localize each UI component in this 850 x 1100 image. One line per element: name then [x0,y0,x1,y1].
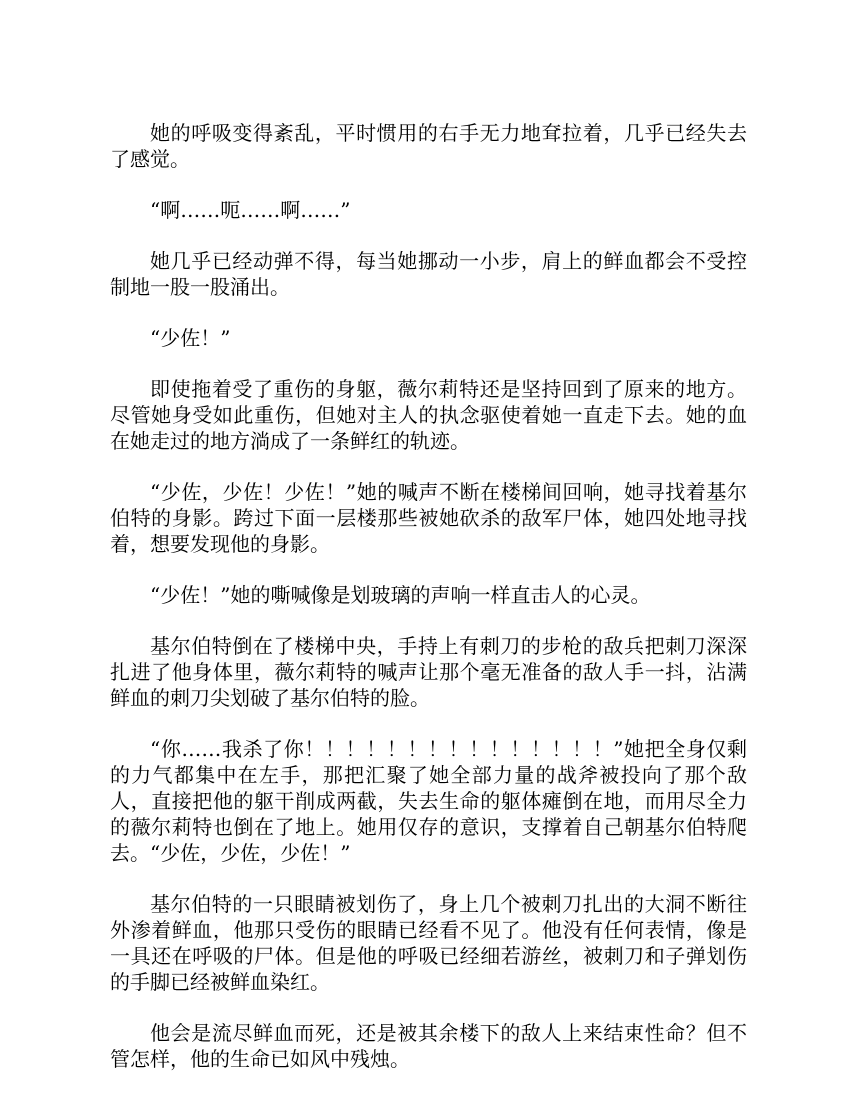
paragraph: 基尔伯特的一只眼睛被划伤了，身上几个被刺刀扎出的大洞不断往外渗着鲜血，他那只受伤的眼睛已经看不见了。他没有任何表情，像是一具还在呼吸的尸体。但是他的呼吸已经细若游丝，被刺刀和子弹划伤的手脚已经被鲜血染红。 [110,892,747,994]
paragraph: “啊……呃……啊……” [150,198,351,222]
paragraph: 她几乎已经动弹不得，每当她挪动一小步，肩上的鲜血都会不受控制地一股一股涌出。 [110,249,747,299]
document-page [110,120,747,1097]
paragraph: 基尔伯特倒在了楼梯中央，手持上有刺刀的步枪的敌兵把刺刀深深扎进了他身体里，薇尔莉特的喊声让那个毫无准备的敌人手一抖，沾满鲜血的刺刀尖划破了基尔伯特的脸。 [110,634,747,710]
paragraph: 她的呼吸变得紊乱，平时惯用的右手无力地耷拉着，几乎已经失去了感觉。 [110,121,747,171]
paragraph: “你……我杀了你！！！！！！！！！！！！！！！”她把全身仅剩的力气都集中在左手，那把汇聚了她全部力量的战斧被投向了那个敌人，直接把他的躯干削成两截，失去生命的躯体瘫倒在地，而用尽全力的薇尔莉特也倒在了地上。她用仅存的意识，支撑着自己朝基尔伯特爬去。“少佐，少佐，少佐！” [110,737,747,865]
paragraph: “少佐，少佐！少佐！”她的喊声不断在楼梯间回响，她寻找着基尔伯特的身影。跨过下面一层楼那些被她砍杀的敌军尸体，她四处地寻找着，想要发现他的身影。 [110,480,747,556]
paragraph: “少佐！” [150,326,231,350]
paragraph: “少佐！”她的嘶喊像是划玻璃的声响一样直击人的心灵。 [150,583,651,607]
paragraph: 即使拖着受了重伤的身躯，薇尔莉特还是坚持回到了原来的地方。尽管她身受如此重伤，但她对主人的执念驱使着她一直走下去。她的血在她走过的地方淌成了一条鲜红的轨迹。 [110,377,747,453]
paragraph: 他会是流尽鲜血而死，还是被其余楼下的敌人上来结束性命？但不管怎样，他的生命已如风中残烛。 [110,1021,747,1071]
